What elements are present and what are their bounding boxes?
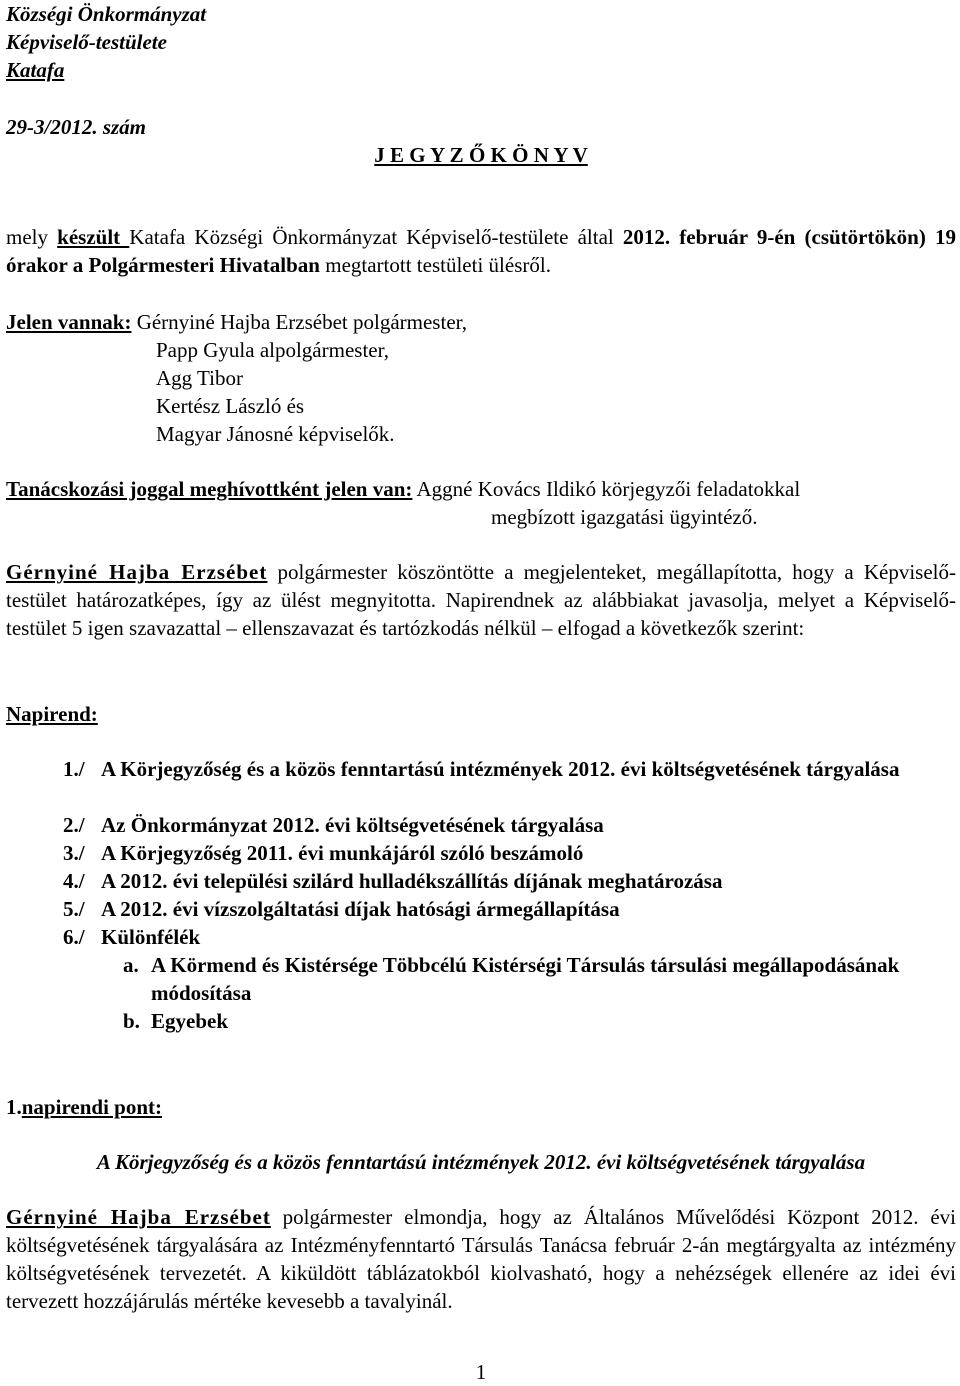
agenda-item: [6, 867, 956, 895]
section-number: 1.: [6, 1095, 22, 1119]
org-line-2: Képviselő-testülete: [6, 30, 167, 54]
advisory-text-1: Aggné Kovács Ildikó körjegyzői feladatokkal: [412, 477, 801, 501]
body-paragraph: [6, 1203, 956, 1315]
body-text: polgármester elmondja, hogy az Általános Művelődési Központ 2012. évi költségvetésének tárgyalására az Intézményfenntartó Társulás Tanácsa február 2-án megtárgyalta az intézmény költségvetésének tervezetét. A kiküldött táblázatokból kiolvasható, hogy a nehézségek ellenére az idei évi tervezett hozzájárulás mértéke kevesebb a tavalyinál.: [6, 1205, 956, 1313]
agenda-item: [6, 895, 956, 923]
agenda-item: [6, 839, 956, 867]
intro-date: 2012. február 9-én (csütörtökön) 19 órakor a Polgármesteri Hivatalban: [6, 225, 956, 277]
organization-header: [6, 0, 206, 84]
org-line-3: Katafa: [6, 58, 65, 82]
intro-part-1: mely: [6, 225, 58, 249]
agenda-item: [6, 811, 956, 839]
agenda-item-number: 2./: [63, 813, 85, 837]
agenda-item-text: Különfélék: [101, 925, 201, 949]
document-number: 29-3/2012. szám: [6, 115, 147, 139]
agenda-subitem-text: Egyebek: [151, 1009, 229, 1033]
section-label: napirendi pont:: [21, 1095, 162, 1119]
advisory-label: Tanácskozási joggal meghívottként jelen van:: [6, 477, 413, 501]
page-number: 1: [475, 1360, 487, 1384]
attendee-3: Agg Tibor: [156, 366, 243, 390]
agenda-subitem: [6, 951, 956, 1007]
advisory-text-2: megbízott igazgatási ügyintéző.: [491, 505, 758, 529]
attendee-4: Kertész László és: [156, 394, 305, 418]
agenda-list: [6, 755, 956, 1035]
agenda-item-number: 3./: [63, 841, 85, 865]
intro-made: készült: [57, 225, 130, 249]
advisory-block: [6, 475, 956, 531]
agenda-subitem-text: A Körmend és Kistérsége Többcélú Kistérségi Társulás társulási megállapodásának módosítása: [151, 953, 900, 1005]
agenda-item-text: A Körjegyzőség és a közös fenntartású intézmények 2012. évi költségvetésének tárgyalása: [101, 757, 900, 781]
attendees-block: [6, 308, 956, 448]
agenda-item-text: A Körjegyzőség 2011. évi munkájáról szóló beszámoló: [101, 841, 584, 865]
org-line-1: Községi Önkormányzat: [6, 2, 207, 26]
agenda-item: [6, 923, 956, 951]
agenda-item-text: Az Önkormányzat 2012. évi költségvetésének tárgyalása: [101, 813, 604, 837]
opening-text: polgármester köszöntötte a megjelenteket, megállapította, hogy a Képviselő-testület határozatképes, így az ülést megnyitotta. Napirendnek az alábbiakat javasolja, melyet a Képviselő-testület 5 igen szavazattal – ellenszavazat és tartózkodás nélkül – elfogad a következők szerint:: [6, 560, 956, 640]
agenda-subitem: [6, 1007, 956, 1035]
agenda-subitem-letter: b.: [123, 1009, 140, 1033]
agenda-heading: Napirend:: [6, 702, 98, 726]
section-heading: [6, 1093, 162, 1121]
opening-paragraph: [6, 558, 956, 642]
agenda-item-number: 1./: [63, 757, 85, 781]
agenda-subitem-letter: a.: [123, 953, 139, 977]
attendee-1: Gérnyiné Hajba Erzsébet polgármester,: [131, 310, 468, 334]
agenda-item-number: 4./: [63, 869, 85, 893]
attendees-label: Jelen vannak:: [6, 310, 132, 334]
agenda-item-number: 5./: [63, 897, 85, 921]
body-name: Gérnyiné Hajba Erzsébet: [6, 1205, 271, 1229]
agenda-item: [6, 755, 956, 811]
section-title: A Körjegyzőség és a közös fenntartású intézmények 2012. évi költségvetésének tárgyalása: [96, 1150, 866, 1174]
opening-name: Gérnyiné Hajba Erzsébet: [6, 560, 268, 584]
attendee-5: Magyar Jánosné képviselők.: [156, 422, 395, 446]
intro-part-3: megtartott testületi ülésről.: [320, 253, 551, 277]
agenda-item-text: A 2012. évi vízszolgáltatási díjak hatósági ármegállapítása: [101, 897, 620, 921]
attendee-2: Papp Gyula alpolgármester,: [156, 338, 390, 362]
agenda-item-number: 6./: [63, 925, 85, 949]
intro-paragraph: [6, 223, 956, 279]
agenda-item-text: A 2012. évi települési szilárd hulladékszállítás díjának meghatározása: [101, 869, 723, 893]
intro-part-2: Katafa Községi Önkormányzat Képviselő-testülete által: [129, 225, 623, 249]
document-title: J E G Y Z Ő K Ö N Y V: [374, 143, 588, 167]
